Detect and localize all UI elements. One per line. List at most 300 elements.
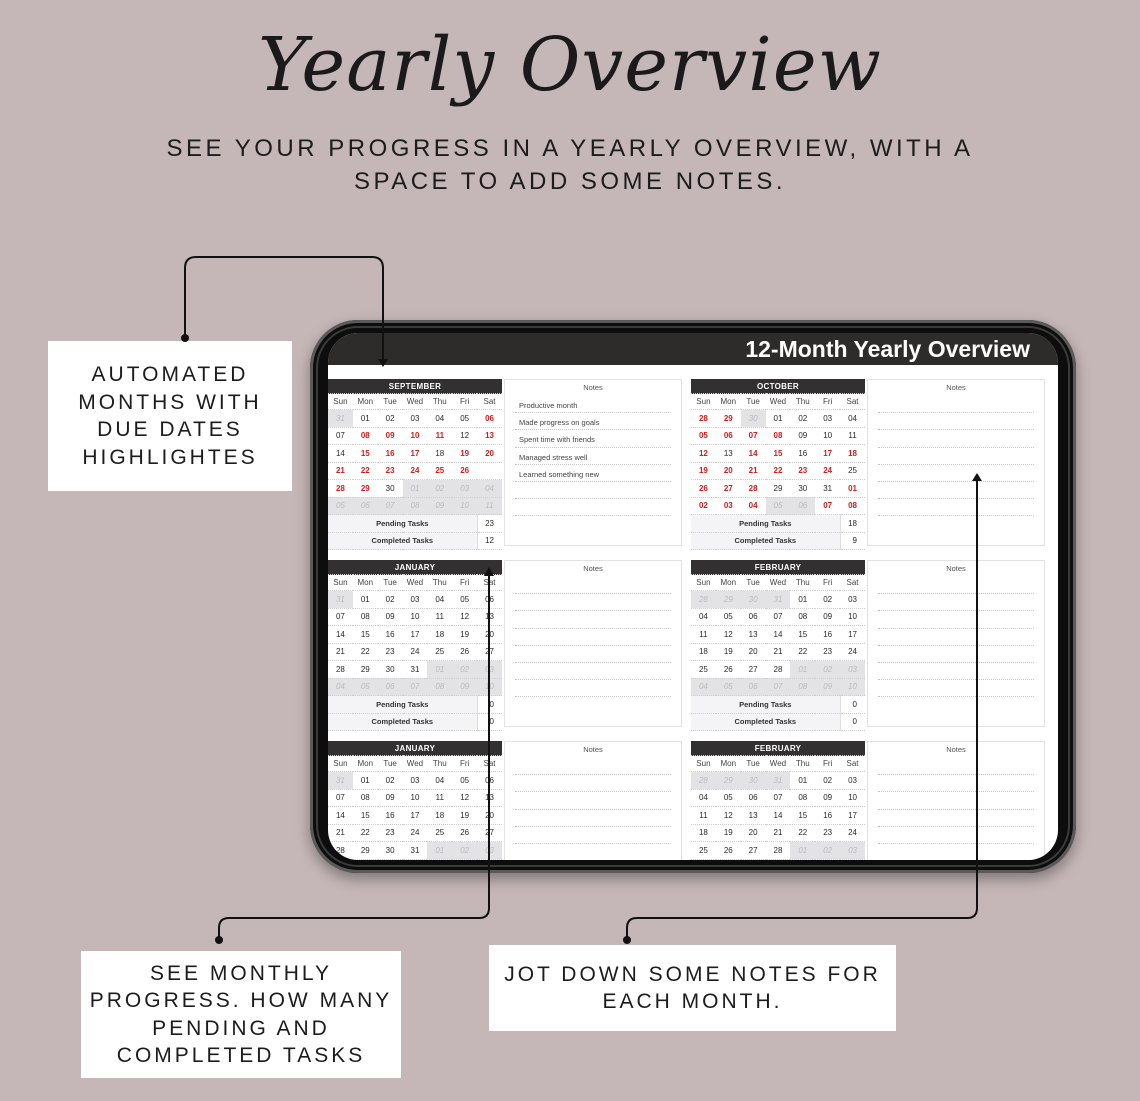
day-cell[interactable]: 31 (403, 842, 428, 860)
weekday-label: Mon (716, 575, 741, 591)
day-cell[interactable]: 17 (840, 807, 865, 825)
day-cell[interactable]: 10 (840, 789, 865, 807)
day-cell[interactable]: 23 (815, 643, 840, 661)
day-cell[interactable]: 02 (790, 410, 815, 428)
day-cell[interactable]: 21 (766, 643, 791, 661)
day-cell[interactable]: 14 (328, 445, 353, 463)
day-cell[interactable]: 09 (427, 497, 452, 515)
week-row (328, 480, 502, 498)
week-row (691, 462, 865, 480)
day-cell[interactable]: 26 (452, 824, 477, 842)
due-date-cell[interactable]: 25 (427, 462, 452, 480)
week-row (328, 678, 502, 696)
day-cell[interactable]: 07 (403, 678, 428, 696)
day-cell[interactable]: 18 (427, 807, 452, 825)
day-cell[interactable]: 24 (840, 643, 865, 661)
note-line[interactable] (515, 827, 671, 844)
day-cell[interactable]: 28 (328, 661, 353, 679)
day-cell[interactable]: 30 (741, 772, 766, 790)
day-cell[interactable]: 10 (477, 678, 502, 696)
day-cell[interactable]: 24 (403, 824, 428, 842)
day-cell[interactable]: 05 (452, 591, 477, 609)
day-cell[interactable]: 28 (766, 842, 791, 860)
completed-tasks-label: Completed Tasks (328, 532, 477, 550)
day-cell[interactable]: 10 (403, 608, 428, 626)
day-cell[interactable]: 08 (353, 608, 378, 626)
day-cell[interactable]: 31 (766, 591, 791, 609)
day-cell[interactable]: 29 (716, 772, 741, 790)
day-cell[interactable]: 03 (840, 661, 865, 679)
day-cell[interactable]: 18 (691, 824, 716, 842)
day-cell[interactable]: 12 (716, 807, 741, 825)
due-date-cell[interactable]: 15 (766, 445, 791, 463)
day-cell[interactable]: 06 (477, 591, 502, 609)
note-line[interactable] (878, 629, 1034, 646)
due-date-cell[interactable]: 24 (815, 462, 840, 480)
day-cell[interactable]: 02 (378, 410, 403, 428)
day-cell[interactable]: 28 (766, 661, 791, 679)
day-cell[interactable]: 09 (378, 789, 403, 807)
day-cell[interactable]: 06 (477, 772, 502, 790)
day-cell[interactable]: 13 (477, 608, 502, 626)
day-cell[interactable]: 08 (403, 497, 428, 515)
day-cell[interactable]: 07 (766, 678, 791, 696)
day-cell[interactable]: 31 (328, 410, 353, 428)
due-date-cell[interactable]: 14 (741, 445, 766, 463)
day-cell[interactable]: 03 (403, 772, 428, 790)
day-cell[interactable]: 26 (716, 842, 741, 860)
day-cell[interactable]: 27 (477, 643, 502, 661)
day-cell[interactable]: 21 (328, 643, 353, 661)
day-cell[interactable]: 04 (427, 410, 452, 428)
day-cell[interactable]: 22 (353, 824, 378, 842)
day-cell[interactable]: 06 (790, 497, 815, 515)
note-line[interactable] (878, 680, 1034, 697)
tablet-device (310, 320, 1076, 873)
day-cell[interactable]: 09 (378, 608, 403, 626)
due-date-cell[interactable]: 23 (790, 462, 815, 480)
note-line[interactable] (878, 577, 1034, 594)
weekday-label: Wed (403, 756, 428, 772)
day-cell[interactable]: 10 (840, 678, 865, 696)
due-date-cell[interactable]: 08 (766, 427, 791, 445)
due-date-cell[interactable]: 07 (815, 497, 840, 515)
note-line[interactable] (878, 482, 1034, 499)
due-date-cell[interactable]: 28 (328, 480, 353, 498)
day-cell[interactable]: 24 (840, 824, 865, 842)
day-cell[interactable]: 12 (452, 427, 477, 445)
note-line[interactable] (878, 827, 1034, 844)
note-line[interactable] (515, 680, 671, 697)
day-cell[interactable]: 06 (353, 497, 378, 515)
note-line[interactable] (878, 594, 1034, 611)
note-line[interactable] (515, 577, 671, 594)
note-line[interactable] (515, 810, 671, 827)
day-cell[interactable]: 31 (328, 591, 353, 609)
day-cell[interactable] (477, 462, 502, 480)
day-cell[interactable]: 17 (403, 807, 428, 825)
due-date-cell[interactable]: 28 (691, 410, 716, 428)
day-cell[interactable]: 08 (427, 678, 452, 696)
day-cell[interactable]: 07 (328, 427, 353, 445)
day-cell[interactable]: 24 (403, 643, 428, 661)
day-cell[interactable]: 05 (452, 410, 477, 428)
month-calendar (691, 560, 865, 731)
day-cell[interactable]: 04 (477, 480, 502, 498)
day-cell[interactable]: 23 (815, 824, 840, 842)
day-cell[interactable]: 20 (477, 807, 502, 825)
day-cell[interactable]: 16 (815, 807, 840, 825)
month-name: JANUARY (328, 741, 502, 756)
pending-tasks-row (691, 515, 865, 533)
note-line[interactable] (878, 792, 1034, 809)
day-cell[interactable]: 04 (427, 591, 452, 609)
day-cell[interactable]: 11 (840, 427, 865, 445)
notes-title: Notes (583, 564, 603, 573)
note-line[interactable] (878, 499, 1034, 516)
due-date-cell[interactable]: 19 (691, 462, 716, 480)
due-date-cell[interactable]: 26 (691, 480, 716, 498)
day-cell[interactable]: 15 (353, 807, 378, 825)
day-cell[interactable]: 04 (691, 608, 716, 626)
due-date-cell[interactable]: 22 (353, 462, 378, 480)
due-date-cell[interactable]: 29 (353, 480, 378, 498)
day-cell[interactable]: 11 (691, 807, 716, 825)
note-line[interactable] (515, 663, 671, 680)
day-cell[interactable]: 13 (741, 626, 766, 644)
day-cell[interactable]: 31 (815, 480, 840, 498)
note-line[interactable] (515, 629, 671, 646)
day-cell[interactable]: 30 (378, 661, 403, 679)
due-date-cell[interactable]: 17 (815, 445, 840, 463)
day-cell[interactable]: 27 (741, 842, 766, 860)
day-cell[interactable]: 25 (691, 661, 716, 679)
due-date-cell[interactable]: 12 (691, 445, 716, 463)
day-cell[interactable]: 01 (790, 661, 815, 679)
due-date-cell[interactable]: 19 (452, 445, 477, 463)
day-cell[interactable]: 30 (741, 591, 766, 609)
screen-header-bar (328, 333, 1058, 365)
day-cell[interactable]: 12 (452, 789, 477, 807)
day-cell[interactable]: 02 (815, 772, 840, 790)
day-cell[interactable]: 12 (452, 608, 477, 626)
day-cell[interactable]: 07 (328, 608, 353, 626)
day-cell[interactable]: 03 (403, 410, 428, 428)
note-line[interactable]: Managed stress well (515, 448, 671, 465)
due-date-cell[interactable]: 07 (741, 427, 766, 445)
note-line[interactable] (515, 775, 671, 792)
note-line[interactable] (878, 663, 1034, 680)
due-date-cell[interactable]: 17 (403, 445, 428, 463)
day-cell[interactable]: 13 (741, 807, 766, 825)
day-cell[interactable]: 07 (328, 789, 353, 807)
day-cell[interactable]: 25 (427, 824, 452, 842)
day-cell[interactable]: 22 (790, 643, 815, 661)
due-date-cell[interactable]: 24 (403, 462, 428, 480)
day-cell[interactable]: 26 (452, 643, 477, 661)
due-date-cell[interactable]: 21 (741, 462, 766, 480)
day-cell[interactable]: 02 (427, 480, 452, 498)
note-line[interactable] (515, 758, 671, 775)
day-cell[interactable]: 31 (328, 772, 353, 790)
note-line[interactable] (878, 775, 1034, 792)
note-line[interactable] (878, 430, 1034, 447)
day-cell[interactable]: 05 (328, 497, 353, 515)
day-cell[interactable]: 16 (815, 626, 840, 644)
note-line[interactable] (878, 448, 1034, 465)
day-cell[interactable]: 30 (790, 480, 815, 498)
day-cell[interactable]: 19 (716, 824, 741, 842)
day-cell[interactable]: 22 (353, 643, 378, 661)
day-cell[interactable]: 23 (378, 824, 403, 842)
day-cell[interactable]: 19 (452, 807, 477, 825)
day-cell[interactable]: 30 (378, 480, 403, 498)
note-line[interactable] (515, 646, 671, 663)
note-line[interactable] (515, 482, 671, 499)
day-cell[interactable]: 02 (378, 591, 403, 609)
day-cell[interactable]: 03 (477, 842, 502, 860)
day-cell[interactable]: 01 (790, 842, 815, 860)
day-cell[interactable]: 03 (403, 591, 428, 609)
day-cell[interactable]: 25 (840, 462, 865, 480)
weekday-label: Fri (815, 756, 840, 772)
day-cell[interactable]: 29 (353, 842, 378, 860)
day-cell[interactable]: 01 (353, 591, 378, 609)
day-cell[interactable]: 01 (427, 842, 452, 860)
note-line[interactable] (878, 396, 1034, 413)
day-cell[interactable]: 07 (378, 497, 403, 515)
day-cell[interactable]: 15 (353, 626, 378, 644)
day-cell[interactable]: 27 (477, 824, 502, 842)
day-cell[interactable]: 04 (691, 678, 716, 696)
completed-tasks-label: Completed Tasks (691, 532, 840, 550)
day-cell[interactable]: 06 (741, 608, 766, 626)
day-cell[interactable]: 20 (741, 643, 766, 661)
day-cell[interactable]: 11 (427, 789, 452, 807)
day-cell[interactable]: 28 (691, 591, 716, 609)
due-date-cell[interactable]: 18 (840, 445, 865, 463)
day-cell[interactable]: 21 (328, 824, 353, 842)
day-cell[interactable]: 03 (815, 410, 840, 428)
day-cell[interactable]: 08 (790, 678, 815, 696)
day-cell[interactable]: 29 (353, 661, 378, 679)
due-date-cell[interactable]: 29 (716, 410, 741, 428)
note-line[interactable]: Learned something new (515, 465, 671, 482)
day-cell[interactable]: 18 (427, 445, 452, 463)
note-line[interactable] (878, 646, 1034, 663)
day-cell[interactable]: 30 (741, 410, 766, 428)
day-cell[interactable]: 10 (452, 497, 477, 515)
note-line[interactable] (878, 810, 1034, 827)
day-cell[interactable]: 25 (427, 643, 452, 661)
day-cell[interactable]: 11 (427, 608, 452, 626)
note-line[interactable]: Spent time with friends (515, 430, 671, 447)
day-cell[interactable]: 08 (790, 608, 815, 626)
day-cell[interactable]: 11 (691, 626, 716, 644)
day-cell[interactable]: 02 (452, 661, 477, 679)
due-date-cell[interactable]: 15 (353, 445, 378, 463)
due-date-cell[interactable]: 08 (840, 497, 865, 515)
day-cell[interactable]: 03 (477, 661, 502, 679)
day-cell[interactable]: 05 (716, 608, 741, 626)
day-cell[interactable]: 05 (716, 678, 741, 696)
day-cell[interactable]: 01 (766, 410, 791, 428)
due-date-cell[interactable]: 06 (477, 410, 502, 428)
day-cell[interactable]: 10 (840, 608, 865, 626)
day-cell[interactable]: 31 (766, 772, 791, 790)
day-cell[interactable]: 06 (741, 789, 766, 807)
due-date-cell[interactable]: 26 (452, 462, 477, 480)
day-cell[interactable]: 05 (353, 678, 378, 696)
day-cell[interactable]: 09 (815, 678, 840, 696)
day-cell[interactable]: 14 (766, 807, 791, 825)
day-cell[interactable]: 04 (427, 772, 452, 790)
day-cell[interactable]: 31 (403, 661, 428, 679)
due-date-cell[interactable]: 28 (741, 480, 766, 498)
day-cell[interactable]: 03 (840, 591, 865, 609)
day-cell[interactable]: 12 (716, 626, 741, 644)
day-cell[interactable]: 05 (716, 789, 741, 807)
day-cell[interactable]: 04 (328, 678, 353, 696)
day-cell[interactable]: 23 (378, 643, 403, 661)
due-date-cell[interactable]: 03 (716, 497, 741, 515)
due-date-cell[interactable]: 11 (427, 427, 452, 445)
due-date-cell[interactable]: 04 (741, 497, 766, 515)
day-cell[interactable]: 30 (378, 842, 403, 860)
day-cell[interactable]: 03 (840, 842, 865, 860)
day-cell[interactable]: 07 (766, 789, 791, 807)
day-cell[interactable]: 08 (353, 789, 378, 807)
day-cell[interactable]: 21 (766, 824, 791, 842)
day-cell[interactable]: 07 (766, 608, 791, 626)
due-date-cell[interactable]: 02 (691, 497, 716, 515)
day-cell[interactable]: 14 (766, 626, 791, 644)
day-cell[interactable]: 06 (378, 678, 403, 696)
note-line[interactable] (878, 758, 1034, 775)
weekday-label: Sun (328, 575, 353, 591)
day-cell[interactable]: 29 (716, 591, 741, 609)
day-cell[interactable]: 01 (790, 772, 815, 790)
day-cell[interactable]: 01 (427, 661, 452, 679)
day-cell[interactable]: 10 (403, 789, 428, 807)
day-cell[interactable]: 14 (328, 626, 353, 644)
day-cell[interactable]: 03 (452, 480, 477, 498)
note-line[interactable]: Productive month (515, 396, 671, 413)
note-line[interactable] (878, 844, 1034, 860)
day-cell[interactable]: 28 (328, 842, 353, 860)
day-cell[interactable]: 13 (716, 445, 741, 463)
day-cell[interactable]: 09 (815, 608, 840, 626)
due-date-cell[interactable]: 16 (378, 445, 403, 463)
week-row (328, 789, 502, 807)
due-date-cell[interactable]: 27 (716, 480, 741, 498)
day-cell[interactable]: 09 (790, 427, 815, 445)
note-line[interactable] (515, 792, 671, 809)
day-cell[interactable]: 14 (328, 807, 353, 825)
day-cell[interactable]: 15 (790, 807, 815, 825)
day-cell[interactable]: 06 (741, 678, 766, 696)
due-date-cell[interactable]: 09 (378, 427, 403, 445)
day-cell[interactable]: 18 (691, 643, 716, 661)
day-cell[interactable]: 16 (378, 807, 403, 825)
note-line[interactable] (878, 465, 1034, 482)
day-cell[interactable]: 05 (766, 497, 791, 515)
note-line[interactable] (515, 594, 671, 611)
day-cell[interactable]: 19 (716, 643, 741, 661)
day-cell[interactable]: 26 (716, 661, 741, 679)
day-cell[interactable]: 10 (815, 427, 840, 445)
day-cell[interactable]: 20 (741, 824, 766, 842)
due-date-cell[interactable]: 23 (378, 462, 403, 480)
day-cell[interactable]: 17 (403, 626, 428, 644)
day-cell[interactable]: 01 (353, 772, 378, 790)
day-cell[interactable]: 20 (477, 626, 502, 644)
day-cell[interactable]: 01 (403, 480, 428, 498)
day-cell[interactable]: 04 (691, 789, 716, 807)
day-cell[interactable]: 19 (452, 626, 477, 644)
day-cell[interactable]: 25 (691, 842, 716, 860)
day-cell[interactable]: 28 (691, 772, 716, 790)
weekday-label: Fri (452, 756, 477, 772)
note-line[interactable] (878, 611, 1034, 628)
day-cell[interactable]: 22 (790, 824, 815, 842)
completed-tasks-row (691, 532, 865, 550)
day-cell[interactable]: 04 (840, 410, 865, 428)
due-date-cell[interactable]: 08 (353, 427, 378, 445)
callout-monthly-progress-text: SEE MONTHLY PROGRESS. HOW MANY PENDING AND COMPLETED TASKS (89, 961, 393, 1067)
day-cell[interactable]: 29 (766, 480, 791, 498)
day-cell[interactable]: 02 (815, 661, 840, 679)
due-date-cell[interactable]: 22 (766, 462, 791, 480)
due-date-cell[interactable]: 10 (403, 427, 428, 445)
day-cell[interactable]: 01 (790, 591, 815, 609)
due-date-cell[interactable]: 01 (840, 480, 865, 498)
callout-automated-months-text: AUTOMATED MONTHS WITH DUE DATES HIGHLIGHTES (78, 363, 262, 469)
day-cell[interactable]: 01 (353, 410, 378, 428)
note-line[interactable]: Made progress on goals (515, 413, 671, 430)
due-date-cell[interactable]: 05 (691, 427, 716, 445)
day-cell[interactable]: 27 (741, 661, 766, 679)
day-cell[interactable]: 17 (840, 626, 865, 644)
day-cell[interactable]: 03 (840, 772, 865, 790)
day-cell[interactable]: 09 (452, 678, 477, 696)
day-cell[interactable]: 16 (378, 626, 403, 644)
day-cell[interactable]: 09 (815, 789, 840, 807)
note-line[interactable] (515, 499, 671, 516)
day-cell[interactable]: 13 (477, 789, 502, 807)
due-date-cell[interactable]: 20 (716, 462, 741, 480)
day-cell[interactable]: 02 (815, 591, 840, 609)
month-header (691, 379, 865, 394)
day-cell[interactable]: 02 (815, 842, 840, 860)
due-date-cell[interactable]: 13 (477, 427, 502, 445)
due-date-cell[interactable]: 20 (477, 445, 502, 463)
due-date-cell[interactable]: 21 (328, 462, 353, 480)
day-cell[interactable]: 11 (477, 497, 502, 515)
note-line[interactable] (515, 611, 671, 628)
day-cell[interactable]: 05 (452, 772, 477, 790)
day-cell[interactable]: 08 (790, 789, 815, 807)
note-line[interactable] (878, 413, 1034, 430)
day-cell[interactable]: 02 (452, 842, 477, 860)
day-cell[interactable]: 15 (790, 626, 815, 644)
due-date-cell[interactable]: 06 (716, 427, 741, 445)
day-cell[interactable]: 02 (378, 772, 403, 790)
note-line[interactable] (515, 844, 671, 860)
day-cell[interactable]: 18 (427, 626, 452, 644)
day-cell[interactable]: 16 (790, 445, 815, 463)
notes-title: Notes (583, 745, 603, 754)
